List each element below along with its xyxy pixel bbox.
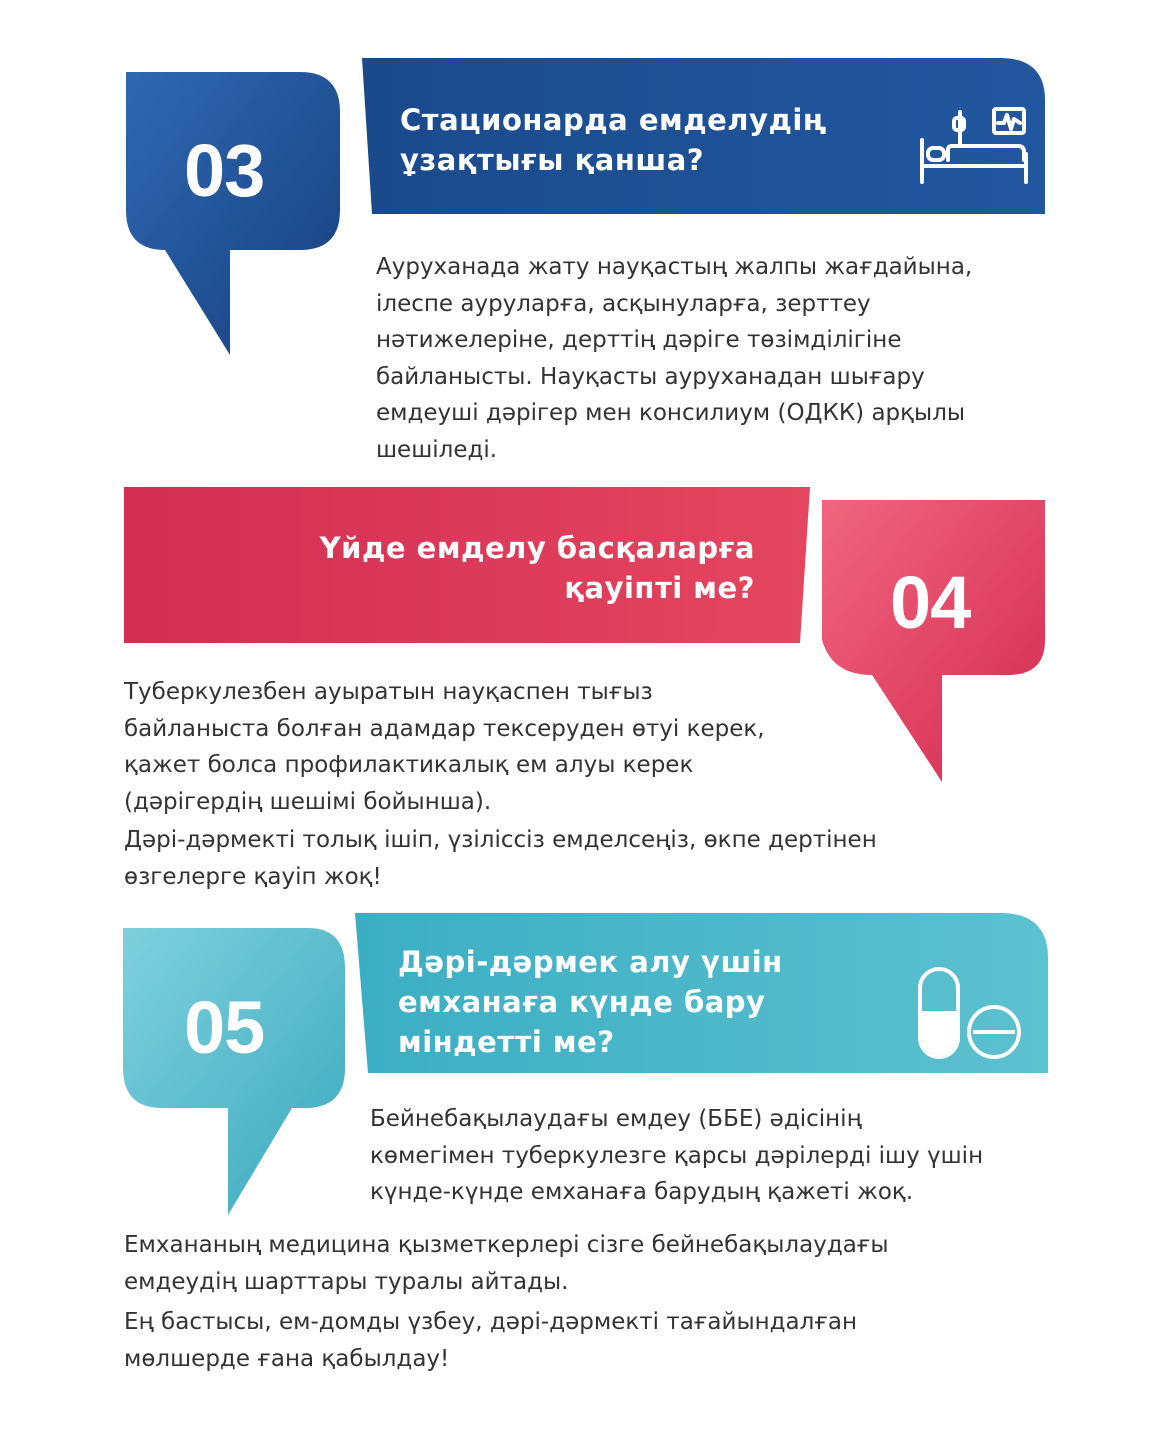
question-04-line-2: қауіпті ме? bbox=[564, 571, 755, 605]
final-05 bbox=[124, 1304, 857, 1377]
final-05-line-1: Ең бастысы, ем-домды үзбеу, дәрі-дәрмекті тағайындалған bbox=[124, 1309, 858, 1335]
answer-05-line-1: Бейнебақылаудағы емдеу (ББЕ) әдісінің bbox=[370, 1106, 862, 1132]
answer-03 bbox=[376, 249, 972, 468]
answer-04-line-4: (дәрігердің шешімі бойынша). bbox=[124, 788, 492, 815]
question-05-line-1: Дәрі-дәрмек алу үшін bbox=[398, 945, 783, 979]
final-05-line-2: мөлшерде ғана қабылдау! bbox=[124, 1345, 450, 1372]
banner-03-bubble bbox=[126, 72, 340, 355]
section-number-03: 03 bbox=[184, 129, 265, 212]
note-04-line-2: өзгелерге қауіп жоқ! bbox=[124, 863, 382, 890]
answer-03-line-3: нәтижелеріне, дерттің дәріге төзімділігіне bbox=[376, 327, 902, 353]
question-03-line-2: ұзақтығы қанша? bbox=[400, 143, 705, 177]
question-04-line-1: Үйде емделу басқаларға bbox=[319, 531, 755, 565]
section-number-04: 04 bbox=[890, 561, 971, 644]
note-05-line-2: емдеудің шарттары туралы айтады. bbox=[124, 1268, 569, 1295]
hospital-bed-icon bbox=[918, 104, 1030, 186]
answer-05-line-2: көмегімен туберкулезге қарсы дәрілерді ішу үшін bbox=[370, 1142, 984, 1169]
question-04 bbox=[320, 528, 755, 608]
note-05-line-1: Емхананың медицина қызметкерлері сізге бейнебақылаудағы bbox=[124, 1232, 889, 1258]
answer-05 bbox=[370, 1101, 983, 1211]
answer-04 bbox=[124, 674, 765, 820]
pills-icon bbox=[916, 966, 1024, 1062]
section-number-05: 05 bbox=[184, 986, 265, 1069]
question-05 bbox=[398, 942, 783, 1062]
answer-03-line-5: емдеуші дәрігер мен консилиум (ОДКК) арқылы bbox=[376, 400, 966, 426]
question-03-line-1: Стационарда емделудің bbox=[400, 103, 827, 137]
note-04 bbox=[124, 822, 877, 895]
answer-04-line-1: Туберкулезбен ауыратын науқаспен тығыз bbox=[124, 679, 653, 705]
answer-03-line-4: байланысты. Науқасты ауруханадан шығару bbox=[376, 363, 925, 390]
answer-04-line-2: байланыста болған адамдар тексеруден өтуі керек, bbox=[124, 715, 765, 742]
answer-03-line-2: ілеспе ауруларға, асқынуларға, зерттеу bbox=[376, 290, 871, 317]
answer-03-line-6: шешіледі. bbox=[376, 436, 498, 463]
note-05 bbox=[124, 1227, 889, 1300]
answer-03-line-1: Ауруханада жату науқастың жалпы жағдайына, bbox=[376, 254, 973, 280]
question-05-line-2: емханаға күнде бару bbox=[398, 985, 766, 1019]
question-05-line-3: міндетті ме? bbox=[398, 1025, 615, 1059]
banner-05-bubble bbox=[123, 928, 345, 1215]
note-04-line-1: Дәрі-дәрмекті толық ішіп, үзіліссіз емделсеңіз, өкпе дертінен bbox=[124, 827, 877, 853]
answer-04-line-3: қажет болса профилактикалық ем алуы керек bbox=[124, 752, 694, 778]
answer-05-line-3: күнде-күнде емханаға барудың қажеті жоқ. bbox=[370, 1179, 914, 1205]
question-03 bbox=[400, 100, 827, 180]
